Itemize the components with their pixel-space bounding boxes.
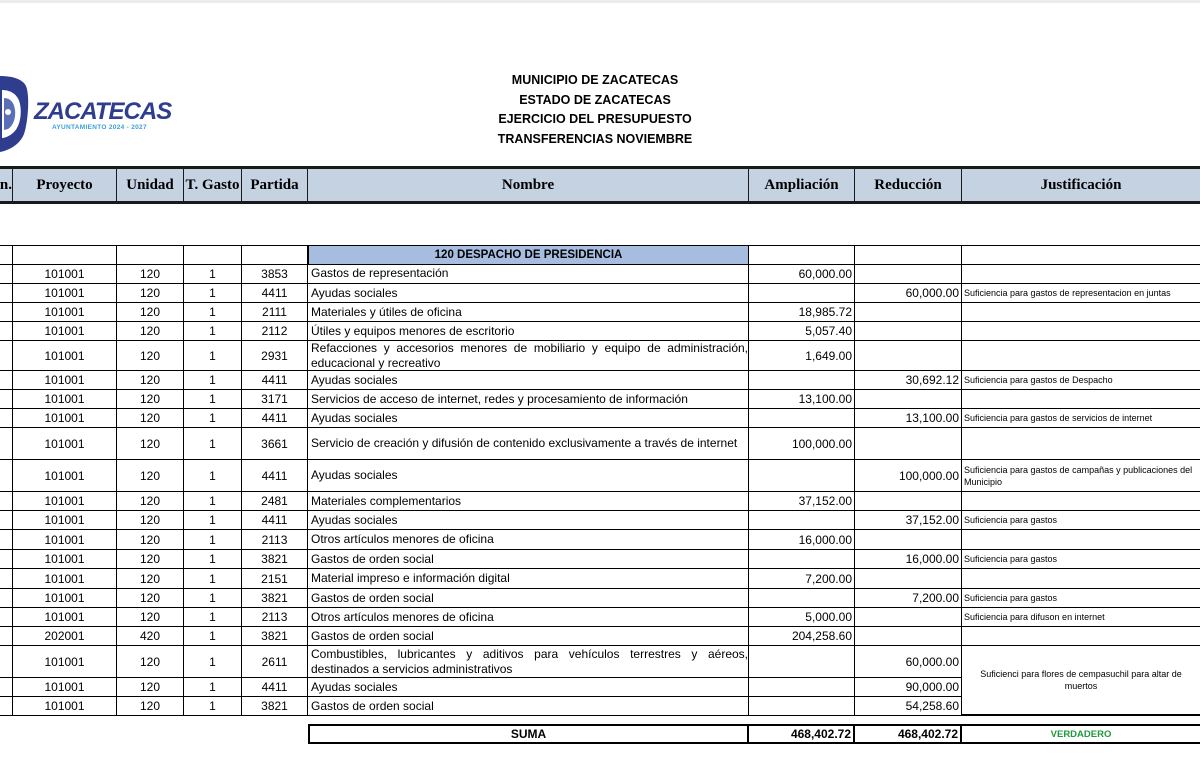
cell-ampliacion bbox=[749, 589, 855, 607]
cell-nombre: Material impreso e información digital bbox=[308, 569, 749, 588]
cell-index bbox=[0, 390, 13, 408]
cell-ampliacion: 13,100.00 bbox=[749, 390, 855, 408]
cell-partida: 2112 bbox=[242, 322, 308, 340]
cell-ampliacion: 60,000.00 bbox=[749, 264, 855, 283]
cell-proyecto: 101001 bbox=[13, 530, 117, 549]
cell-index bbox=[0, 409, 13, 427]
cell-ampliacion bbox=[749, 550, 855, 568]
totals-row bbox=[0, 724, 1200, 744]
cell-partida: 3821 bbox=[242, 550, 308, 568]
cell-tgasto: 1 bbox=[184, 284, 242, 302]
cell-unidad: 120 bbox=[117, 303, 184, 321]
cell-tgasto: 1 bbox=[184, 460, 242, 491]
cell-proyecto: 101001 bbox=[13, 678, 117, 696]
cell-ampliacion: 37,152.00 bbox=[749, 492, 855, 510]
cell-tgasto: 1 bbox=[184, 511, 242, 529]
cell-partida: 4411 bbox=[242, 678, 308, 696]
cell-ampliacion: 18,985.72 bbox=[749, 303, 855, 321]
cell-tgasto: 1 bbox=[184, 697, 242, 715]
header-tgasto: T. Gasto bbox=[184, 169, 242, 201]
sum-ampliacion: 468,402.72 bbox=[749, 724, 855, 744]
cell-unidad: 120 bbox=[117, 409, 184, 427]
table-row bbox=[0, 264, 1200, 284]
cell-tgasto: 1 bbox=[184, 409, 242, 427]
cell-proyecto: 101001 bbox=[13, 322, 117, 340]
cell-partida: 2931 bbox=[242, 341, 308, 370]
table-row bbox=[0, 284, 1200, 303]
cell-partida: 4411 bbox=[242, 511, 308, 529]
cell-reduccion bbox=[855, 264, 962, 283]
cell-justificacion: Suficiencia para gastos de Despacho bbox=[964, 375, 1113, 385]
cell-tgasto: 1 bbox=[184, 569, 242, 588]
cell-reduccion: 100,000.00 bbox=[855, 460, 962, 491]
table-row bbox=[0, 550, 1200, 569]
sum-reduccion: 468,402.72 bbox=[855, 724, 962, 744]
cell-unidad: 120 bbox=[117, 341, 184, 370]
cell-tgasto: 1 bbox=[184, 646, 242, 677]
logo-subtitle: AYUNTAMIENTO 2024 - 2027 bbox=[52, 124, 147, 131]
cell-justificacion: Suficiencia para gastos de representacion en juntas bbox=[964, 288, 1171, 298]
cell-proyecto: 101001 bbox=[13, 608, 117, 626]
cell-index bbox=[0, 511, 13, 529]
cell-justificacion bbox=[962, 303, 1200, 321]
cell-partida: 2481 bbox=[242, 492, 308, 510]
cell-reduccion bbox=[855, 627, 962, 645]
cell-index bbox=[0, 492, 13, 510]
cell-nombre: Refacciones y accesorios menores de mobiliario y equipo de administración, educacional y recreativo bbox=[308, 341, 749, 370]
cell-justificacion bbox=[962, 264, 1200, 283]
table-row bbox=[0, 569, 1200, 589]
table-row bbox=[0, 589, 1200, 608]
title-line: EJERCICIO DEL PRESUPUESTO bbox=[498, 112, 692, 126]
cell-partida: 4411 bbox=[242, 284, 308, 302]
cell-ampliacion bbox=[749, 697, 855, 715]
cell-index bbox=[0, 646, 13, 677]
cell-unidad: 120 bbox=[117, 697, 184, 715]
cell-ampliacion: 100,000.00 bbox=[749, 428, 855, 459]
cell-nombre: Útiles y equipos menores de escritorio bbox=[308, 322, 749, 340]
section-title: 120 DESPACHO DE PRESIDENCIA bbox=[308, 245, 749, 265]
cell-reduccion: 54,258.60 bbox=[855, 697, 962, 715]
cell-unidad: 120 bbox=[117, 530, 184, 549]
cell-proyecto: 101001 bbox=[13, 511, 117, 529]
table-row bbox=[0, 371, 1200, 390]
cell-nombre: Ayudas sociales bbox=[308, 409, 749, 427]
cell-justificacion bbox=[962, 530, 1200, 549]
cell-reduccion: 13,100.00 bbox=[855, 409, 962, 427]
title-line: ESTADO DE ZACATECAS bbox=[519, 92, 671, 107]
cell-nombre: Otros artículos menores de oficina bbox=[308, 530, 749, 549]
cell-reduccion bbox=[855, 303, 962, 321]
cell-nombre: Otros artículos menores de oficina bbox=[308, 608, 749, 626]
cell-nombre: Gastos de orden social bbox=[308, 697, 749, 715]
cell-partida: 3821 bbox=[242, 627, 308, 645]
cell-reduccion: 60,000.00 bbox=[855, 646, 962, 677]
cell-reduccion: 90,000.00 bbox=[855, 678, 962, 696]
cell-unidad: 120 bbox=[117, 589, 184, 607]
cell-ampliacion bbox=[749, 646, 855, 677]
cell-tgasto: 1 bbox=[184, 322, 242, 340]
table-row bbox=[0, 627, 1200, 646]
table-header bbox=[0, 166, 1200, 204]
cell-justificacion bbox=[962, 428, 1200, 459]
cell-reduccion bbox=[855, 322, 962, 340]
cell-tgasto: 1 bbox=[184, 341, 242, 370]
cell-index bbox=[0, 284, 13, 302]
cell-justificacion: Suficiencia para gastos bbox=[964, 593, 1058, 603]
header-nombre: Nombre bbox=[308, 169, 749, 201]
cell-ampliacion bbox=[749, 371, 855, 389]
cell-proyecto: 101001 bbox=[13, 303, 117, 321]
cell-tgasto: 1 bbox=[184, 530, 242, 549]
table-row bbox=[0, 608, 1200, 627]
cell-index bbox=[0, 550, 13, 568]
cell-reduccion bbox=[855, 492, 962, 510]
cell-unidad: 120 bbox=[117, 678, 184, 696]
cell-partida: 4411 bbox=[242, 460, 308, 491]
logo-wordmark: ZACATECAS bbox=[34, 98, 172, 125]
cell-nombre: Ayudas sociales bbox=[308, 284, 749, 302]
cell-tgasto: 1 bbox=[184, 492, 242, 510]
cell-tgasto: 1 bbox=[184, 390, 242, 408]
table-row bbox=[0, 530, 1200, 550]
cell-partida: 2113 bbox=[242, 530, 308, 549]
cell-ampliacion bbox=[749, 460, 855, 491]
sum-check: VERDADERO bbox=[962, 724, 1200, 744]
cell-index bbox=[0, 697, 13, 715]
cell-unidad: 120 bbox=[117, 646, 184, 677]
cell-justificacion bbox=[962, 341, 1200, 370]
cell-unidad: 120 bbox=[117, 264, 184, 283]
cell-justificacion: Suficiencia para gastos de servicios de internet bbox=[964, 413, 1153, 423]
cell-proyecto: 101001 bbox=[13, 550, 117, 568]
cell-unidad: 120 bbox=[117, 371, 184, 389]
cell-index bbox=[0, 589, 13, 607]
merged-justificacion: Suficienci para flores de cempasuchil para altar de muertos bbox=[962, 646, 1200, 715]
cell-index bbox=[0, 303, 13, 321]
cell-reduccion bbox=[855, 341, 962, 370]
cell-ampliacion: 16,000.00 bbox=[749, 530, 855, 549]
cell-proyecto: 101001 bbox=[13, 390, 117, 408]
cell-justificacion bbox=[962, 492, 1200, 510]
cell-reduccion: 7,200.00 bbox=[855, 589, 962, 607]
cell-reduccion bbox=[855, 530, 962, 549]
section-row bbox=[0, 245, 1200, 265]
cell-ampliacion: 7,200.00 bbox=[749, 569, 855, 588]
cell-index bbox=[0, 264, 13, 283]
cell-nombre: Ayudas sociales bbox=[308, 460, 749, 491]
cell-justificacion: Suficiencia para difuson en internet bbox=[964, 612, 1105, 622]
cell-unidad: 120 bbox=[117, 428, 184, 459]
cell-partida: 3821 bbox=[242, 697, 308, 715]
cell-justificacion: Suficiencia para gastos de campañas y publicaciones del Municipio bbox=[964, 464, 1193, 487]
cell-ampliacion bbox=[749, 511, 855, 529]
cell-partida: 2113 bbox=[242, 608, 308, 626]
cell-tgasto: 1 bbox=[184, 264, 242, 283]
cell-unidad: 120 bbox=[117, 322, 184, 340]
cell-tgasto: 1 bbox=[184, 371, 242, 389]
cell-proyecto: 101001 bbox=[13, 428, 117, 459]
cell-ampliacion: 204,258.60 bbox=[749, 627, 855, 645]
cell-index bbox=[0, 608, 13, 626]
cell-proyecto: 101001 bbox=[13, 264, 117, 283]
cell-justificacion bbox=[962, 569, 1200, 588]
cell-proyecto: 101001 bbox=[13, 341, 117, 370]
cell-index bbox=[0, 530, 13, 549]
cell-nombre: Gastos de representación bbox=[308, 264, 749, 283]
cell-partida: 4411 bbox=[242, 371, 308, 389]
cell-proyecto: 101001 bbox=[13, 371, 117, 389]
table-row bbox=[0, 409, 1200, 428]
cell-partida: 3821 bbox=[242, 589, 308, 607]
document-titles bbox=[420, 71, 770, 149]
table-row bbox=[0, 460, 1200, 492]
table-row bbox=[0, 341, 1200, 371]
cell-index bbox=[0, 569, 13, 588]
cell-unidad: 120 bbox=[117, 460, 184, 491]
cell-reduccion: 16,000.00 bbox=[855, 550, 962, 568]
cell-tgasto: 1 bbox=[184, 303, 242, 321]
cell-proyecto: 101001 bbox=[13, 569, 117, 588]
table-row bbox=[0, 390, 1200, 409]
cell-tgasto: 1 bbox=[184, 627, 242, 645]
cell-nombre: Gastos de orden social bbox=[308, 550, 749, 568]
cell-ampliacion bbox=[749, 409, 855, 427]
cell-proyecto: 101001 bbox=[13, 460, 117, 491]
cell-partida: 2111 bbox=[242, 303, 308, 321]
cell-proyecto: 202001 bbox=[13, 627, 117, 645]
cell-index bbox=[0, 428, 13, 459]
cell-justificacion bbox=[962, 322, 1200, 340]
cell-nombre: Gastos de orden social bbox=[308, 627, 749, 645]
sum-label: SUMA bbox=[308, 724, 749, 744]
table-row bbox=[0, 303, 1200, 322]
cell-ampliacion: 1,649.00 bbox=[749, 341, 855, 370]
header-unidad: Unidad bbox=[117, 169, 184, 201]
cell-proyecto: 101001 bbox=[13, 646, 117, 677]
header-reduccion: Reducción bbox=[855, 169, 962, 201]
header-cell: n. bbox=[0, 169, 13, 201]
cell-justificacion bbox=[962, 390, 1200, 408]
cell-nombre: Gastos de orden social bbox=[308, 589, 749, 607]
cell-reduccion: 37,152.00 bbox=[855, 511, 962, 529]
cell-reduccion bbox=[855, 390, 962, 408]
cell-tgasto: 1 bbox=[184, 608, 242, 626]
cell-nombre: Servicio de creación y difusión de contenido exclusivamente a través de internet bbox=[308, 428, 749, 459]
table-row bbox=[0, 428, 1200, 460]
cell-justificacion: Suficiencia para gastos bbox=[964, 554, 1058, 564]
cell-reduccion: 30,692.12 bbox=[855, 371, 962, 389]
top-strip bbox=[0, 0, 1200, 3]
cell-index bbox=[0, 678, 13, 696]
cell-index bbox=[0, 460, 13, 491]
cell-partida: 2151 bbox=[242, 569, 308, 588]
cell-nombre: Servicios de acceso de internet, redes y procesamiento de información bbox=[308, 390, 749, 408]
cell-nombre: Materiales y útiles de oficina bbox=[308, 303, 749, 321]
cell-ampliacion: 5,000.00 bbox=[749, 608, 855, 626]
cell-unidad: 120 bbox=[117, 511, 184, 529]
cell-index bbox=[0, 341, 13, 370]
table-row bbox=[0, 492, 1200, 511]
crest-icon bbox=[0, 72, 30, 152]
cell-partida: 4411 bbox=[242, 409, 308, 427]
cell-proyecto: 101001 bbox=[13, 284, 117, 302]
zacatecas-logo bbox=[0, 72, 172, 152]
cell-unidad: 420 bbox=[117, 627, 184, 645]
table-row bbox=[0, 511, 1200, 530]
cell-nombre: Ayudas sociales bbox=[308, 371, 749, 389]
cell-ampliacion: 5,057.40 bbox=[749, 322, 855, 340]
header-partida: Partida bbox=[242, 169, 308, 201]
cell-index bbox=[0, 627, 13, 645]
cell-tgasto: 1 bbox=[184, 550, 242, 568]
cell-nombre: Combustibles, lubricantes y aditivos para vehículos terrestres y aéreos, destinados a servicios administrativos bbox=[308, 646, 749, 677]
header-ampliacion: Ampliación bbox=[749, 169, 855, 201]
cell-proyecto: 101001 bbox=[13, 589, 117, 607]
cell-tgasto: 1 bbox=[184, 428, 242, 459]
cell-unidad: 120 bbox=[117, 492, 184, 510]
cell-justificacion bbox=[962, 627, 1200, 645]
cell-unidad: 120 bbox=[117, 550, 184, 568]
cell-unidad: 120 bbox=[117, 390, 184, 408]
header-justificacion: Justificación bbox=[1040, 177, 1122, 193]
cell-partida: 3661 bbox=[242, 428, 308, 459]
header-proyecto: Proyecto bbox=[13, 169, 117, 201]
cell-unidad: 120 bbox=[117, 608, 184, 626]
cell-proyecto: 101001 bbox=[13, 492, 117, 510]
table-row bbox=[0, 322, 1200, 341]
cell-reduccion bbox=[855, 569, 962, 588]
cell-ampliacion bbox=[749, 284, 855, 302]
cell-nombre: Ayudas sociales bbox=[308, 511, 749, 529]
cell-reduccion bbox=[855, 428, 962, 459]
cell-nombre: Ayudas sociales bbox=[308, 678, 749, 696]
cell-partida: 3853 bbox=[242, 264, 308, 283]
cell-ampliacion bbox=[749, 678, 855, 696]
cell-unidad: 120 bbox=[117, 284, 184, 302]
cell-reduccion: 60,000.00 bbox=[855, 284, 962, 302]
cell-index bbox=[0, 371, 13, 389]
cell-justificacion: Suficiencia para gastos bbox=[964, 515, 1058, 525]
cell-proyecto: 101001 bbox=[13, 409, 117, 427]
title-line: MUNICIPIO DE ZACATECAS bbox=[511, 73, 679, 87]
cell-proyecto: 101001 bbox=[13, 697, 117, 715]
title-line: TRANSFERENCIAS NOVIEMBRE bbox=[497, 131, 693, 146]
cell-tgasto: 1 bbox=[184, 678, 242, 696]
cell-nombre: Materiales complementarios bbox=[308, 492, 749, 510]
cell-partida: 2611 bbox=[242, 646, 308, 677]
cell-index bbox=[0, 322, 13, 340]
cell-tgasto: 1 bbox=[184, 589, 242, 607]
cell-partida: 3171 bbox=[242, 390, 308, 408]
cell-reduccion bbox=[855, 608, 962, 626]
cell-unidad: 120 bbox=[117, 569, 184, 588]
